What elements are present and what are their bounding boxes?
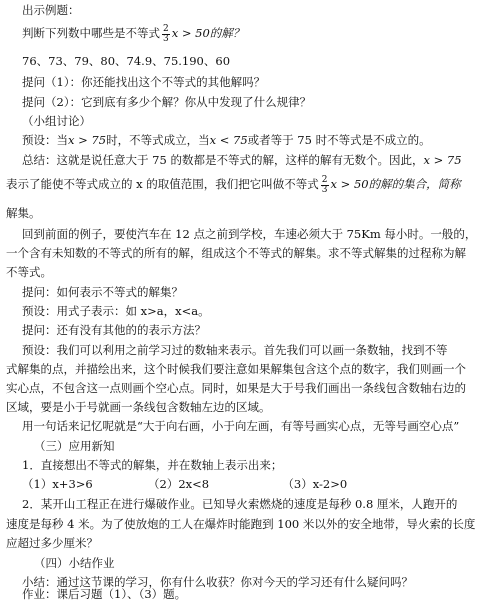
group-discussion: （小组讨论） — [22, 114, 91, 128]
question-1: 提问（1）：你还能找出这个不等式的其他解吗？ — [22, 75, 266, 89]
exercise-1: 1．直接想出不等式的解集，并在数轴上表示出来； — [22, 458, 283, 472]
paragraph-line: 回到前面的例子，要使汽车在 12 点之前到学校，车速必须大于 75Km 每小时。一般的， — [22, 227, 477, 241]
preset-answer: 预设：当x > 75时，不等式成立，当x < 75或者等于 75 时不等式是不成立的。 — [22, 133, 431, 147]
paragraph-line: 式解集的点，并描绘出来，这个时候我们要注意如果解集包含这个点的数字，我们则画一个 — [6, 362, 466, 376]
fraction-two-thirds: $\frac{2}{3}$ — [163, 23, 169, 44]
text-line: 出示例题： — [22, 3, 80, 17]
summary-line-2: 表示了能使不等式成立的 x 的取值范围，我们把它叫做不等式 $\frac{2}{3}$ x > 50的解的集合，简称 — [6, 174, 461, 195]
question-line: 提问：如何表示不等式的解集？ — [22, 285, 183, 299]
exercise-2-cont: 速度是每秒 4 米。为了使放炮的工人在爆炸时能跑到 100 米以外的安全地带，导火索的长度 — [6, 517, 476, 531]
preset-line: 预设：用式子表示：如 x>a，x<a。 — [22, 304, 210, 318]
number-list: 76、73、79、80、74.9、75.190、60 — [22, 54, 231, 68]
paragraph-line: 区域，要是小于号就画一条线包含数轴左边的区域。 — [6, 400, 271, 414]
section-heading: （四）小结作业 — [34, 556, 115, 570]
section-intro — [22, 2, 481, 18]
mnemonic-line: 用一句话来记忆呢就是“大于向右画，小于向左画，有等号画实心点，无等号画空心点” — [22, 419, 460, 433]
summary-line: 总结：这就是说任意大于 75 的数都是不等式的解，这样的解有无数个。因此，x > 75 — [22, 153, 462, 167]
example-question — [22, 22, 481, 44]
question-line: 提问：还有没有其他的的表示方法？ — [22, 323, 206, 337]
question-2: 提问（2）：它到底有多少个解？你从中发现了什么规律？ — [22, 95, 312, 109]
preset-line: 预设：我们可以利用之前学习过的数轴来表示。首先我们可以画一条数轴，找到不等 — [22, 343, 448, 357]
homework-line: 作业：课后习题（1）、（3）题。 — [22, 587, 187, 601]
summary-question: 小结：通过这节课的学习，你有什么收获？你对今天的学习还有什么疑问吗？ — [22, 575, 413, 589]
fraction-two-thirds: $\frac{2}{3}$ — [321, 174, 328, 195]
section-heading: （三）应用新知 — [34, 439, 115, 453]
text-line: 判断下列数中哪些是不等式 — [22, 26, 160, 40]
inequality-expression: x > 50的解？ — [171, 26, 245, 40]
exercise-items: （1）x+3>6 （2）2x<8 （3）x-2>0 — [22, 477, 348, 491]
paragraph-line: 一个含有未知数的不等式的所有的解，组成这个不等式的解集。求不等式解集的过程称为解 — [6, 246, 466, 260]
paragraph-line: 实心点，不包含这一点则画个空心点。同时，如果是大于号我们画出一条线包含数轴右边的 — [6, 381, 466, 395]
exercise-2-cont: 应超过多少厘米？ — [6, 536, 98, 550]
exercise-2: 2．某开山工程正在进行爆破作业。已知导火索燃烧的速度是每秒 0.8 厘米，人跑开的 — [22, 497, 458, 511]
paragraph-line: 不等式。 — [6, 265, 52, 279]
summary-line-3: 解集。 — [6, 206, 41, 220]
